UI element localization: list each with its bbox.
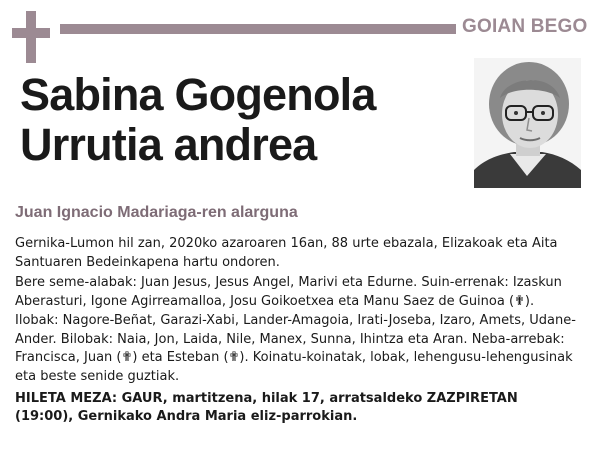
cross-icon [12, 11, 50, 63]
header-label: GOIAN BEGO [462, 16, 588, 37]
header-rule [60, 24, 456, 34]
relatives-paragraph: Bere seme-alabak: Juan Jesus, Jesus Angel, Marivi eta Edurne. Suin-errenak: Izaskun Aberasturi, Igone Agirreamalloa, Josu Goikoetxea eta Manu Saez de Guinoa (✟). Ilobak: Nagore-Beñat, Garazi-Xabi, Lander-Amagoia, Irati-Joseba, Izaro, Amets, Udane-Ander. Bilobak: Naia, Jon, Laida, Nile, Manex, Sunna, Ihintza eta Aran. Neba-arrebak: Francisca, Juan (✟) eta Esteban (✟). Koinatu-koinatak, lobak, lehengusu-lehengusinak eta beste senide guztiak. [15, 275, 576, 384]
portrait-photo [474, 58, 581, 188]
deceased-name-line1: Sabina Gogenola [20, 69, 376, 120]
spouse-subtitle: Juan Ignacio Madariaga-ren alarguna [15, 204, 298, 221]
obituary-body [15, 235, 577, 427]
death-notice-paragraph: Gernika-Lumon hil zan, 2020ko azaroaren 16an, 88 urte ebazala, Elizakoak eta Aita Santuaren Bedeinkapena hartu ondoren. [15, 236, 558, 270]
deceased-name [20, 70, 460, 170]
funeral-paragraph: HILETA MEZA: GAUR, martitzena, hilak 17, arratsaldeko ZAZPIRETAN (19:00), Gernikako Andra Maria eliz-parrokian. [15, 390, 518, 425]
deceased-name-line2: Urrutia andrea [20, 119, 317, 170]
